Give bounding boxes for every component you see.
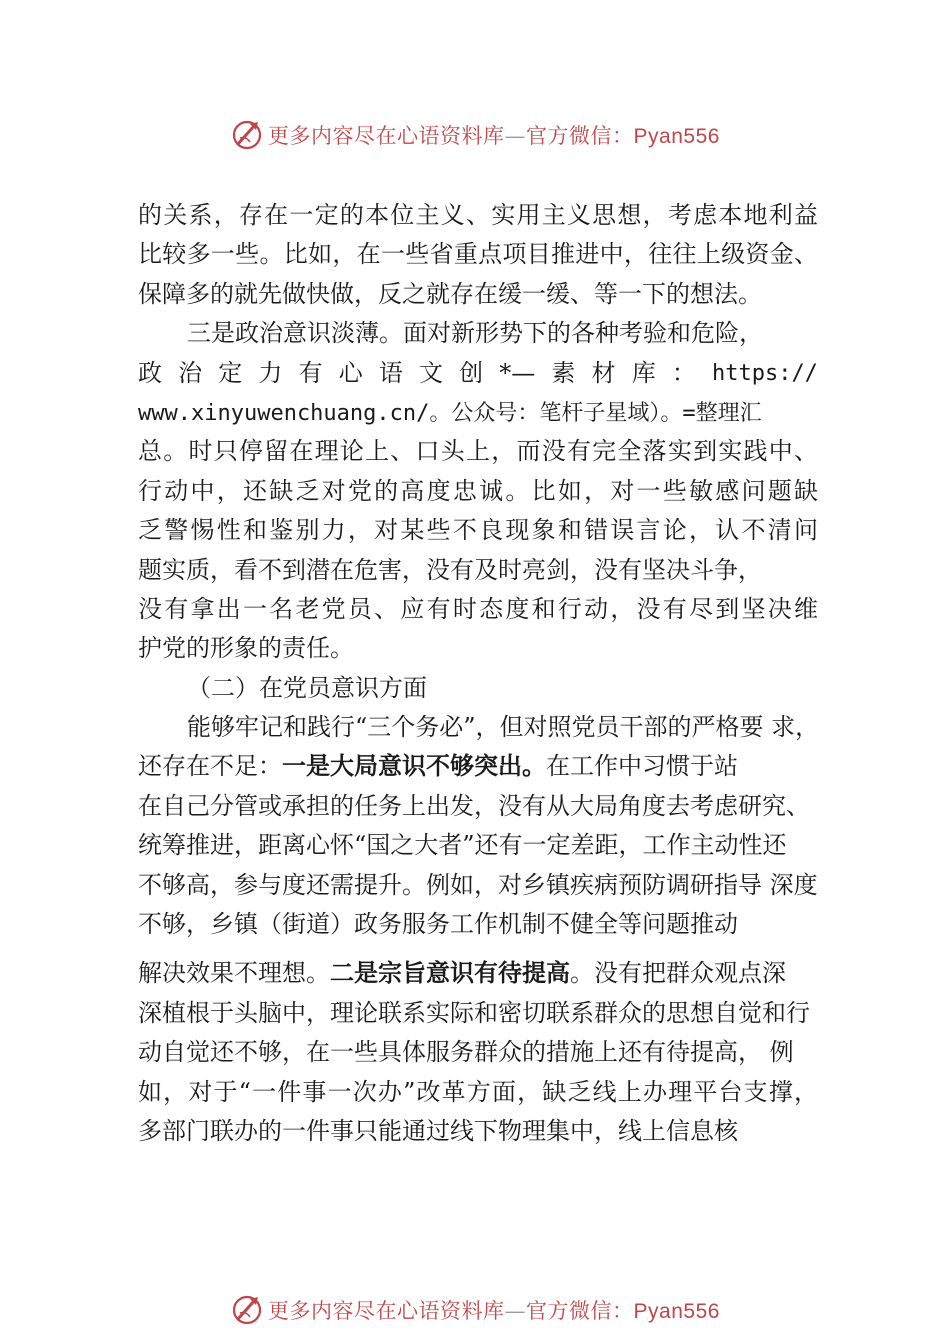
text-line: 比较多一些。比如，在一些省重点项目推进中，往往上级资金、 — [138, 240, 818, 269]
text-line: 深植根于头脑中，理论联系实际和密切联系群众的思想自觉和行 — [138, 998, 810, 1027]
text-line: 在自己分管或承担的任务上出发，没有从大局角度去考虑研究、 — [138, 791, 810, 820]
text-line: 题实质，看不到潜在危害，没有及时亮剑，没有坚决斗争， — [138, 555, 762, 584]
brand-logo-icon — [230, 1293, 264, 1327]
text-line: 如，对于“一件事一次办”改革方面，缺乏线上办理平台支撑， — [138, 1077, 818, 1106]
text-line: 乏警惕性和鉴别力，对某些不良现象和错误言论，认不清问 — [138, 516, 818, 545]
banner-brand-text: 更多内容尽在心语资料库 — [268, 124, 505, 148]
spread-char: 有 — [298, 358, 323, 387]
bold-point-two: 二是宗旨意识有待提高 — [330, 959, 570, 988]
text-line: 总。时只停留在理论上、口头上，而没有完全落实到实践中、 — [138, 437, 818, 466]
text-line: 统筹推进，距离心怀“国之大者”还有一定差距，工作主动性还 — [138, 831, 787, 860]
spread-char: 素 — [551, 358, 576, 387]
mixed-text-before: 解决效果不理想。 — [138, 959, 330, 988]
text-line: 不够，乡镇（街道）政务服务工作机制不健全等问题推动 — [138, 910, 738, 939]
banner-wechat-label: 官方微信： — [526, 1299, 634, 1323]
banner-separator: — — [504, 1299, 527, 1323]
banner-wechat-label: 官方微信： — [526, 124, 634, 148]
spread-char: 创 — [459, 358, 484, 387]
document-body — [138, 196, 818, 1151]
mixed-text-after: 。没有把群众观点深 — [570, 959, 786, 988]
banner-separator: — — [504, 124, 527, 148]
bold-point-one: 一是大局意识不够突出。 — [282, 752, 546, 781]
section-heading: （二）在党员意识方面 — [187, 673, 427, 702]
text-line: 动自觉还不够，在一些具体服务群众的措施上还有待提高， 例 — [138, 1038, 794, 1067]
spread-char: 材 — [591, 358, 616, 387]
text-line: 多部门联办的一件事只能通过线下物理集中，线上信息核 — [138, 1116, 738, 1145]
spread-char: 语 — [378, 358, 403, 387]
spread-char: 力 — [258, 358, 283, 387]
text-line: 护党的形象的责任。 — [138, 634, 354, 663]
spread-char: 库 — [631, 358, 656, 387]
banner-wechat-id: Pyan556 — [633, 125, 720, 148]
text-line: 保障多的就先做快做，反之就存在缓一缓、等一下的想法。 — [138, 279, 762, 308]
banner-wechat-id: Pyan556 — [633, 1300, 720, 1323]
text-line: 能够牢记和践行“三个务必”，但对照党员干部的严格要 求， — [187, 713, 820, 742]
header-watermark-banner — [0, 115, 950, 155]
text-line: 不够高，参与度还需提升。例如，对乡镇疾病预防调研指导 深度 — [138, 870, 818, 899]
text-line — [138, 393, 818, 432]
url-text: www.xinyuwenchuang.cn/。公众号：笔杆子星域）。=整理汇 — [138, 400, 762, 426]
spread-text-line — [138, 354, 818, 393]
text-line-mixed — [138, 747, 818, 786]
text-line: 的关系，存在一定的本位主义、实用主义思想，考虑本地利益 — [138, 201, 818, 229]
mixed-text-before: 还存在不足： — [138, 752, 282, 781]
spread-char: 政 — [138, 358, 162, 387]
footer-watermark-banner — [0, 1290, 950, 1330]
text-line: 三是政治意识淡薄。面对新形势下的各种考验和危险， — [187, 319, 763, 348]
brand-logo-icon — [230, 118, 264, 152]
text-line: 没有拿出一名老党员、应有时态度和行动，没有尽到坚决维 — [138, 594, 818, 623]
mixed-text-after: 在工作中习惯于站 — [546, 752, 738, 781]
text-line: 行动中，还缺乏对党的高度忠诚。比如，对一些敏感问题缺 — [138, 476, 818, 505]
spread-url: https:// — [711, 360, 818, 386]
banner-brand-text: 更多内容尽在心语资料库 — [268, 1299, 505, 1323]
spread-char: ： — [671, 358, 696, 387]
spread-char: 治 — [178, 358, 203, 387]
spread-char: 定 — [218, 358, 243, 387]
spread-char: 心 — [338, 358, 363, 387]
spread-char: *— — [499, 358, 536, 387]
spread-char: 文 — [418, 358, 443, 387]
text-line-mixed — [138, 954, 818, 993]
